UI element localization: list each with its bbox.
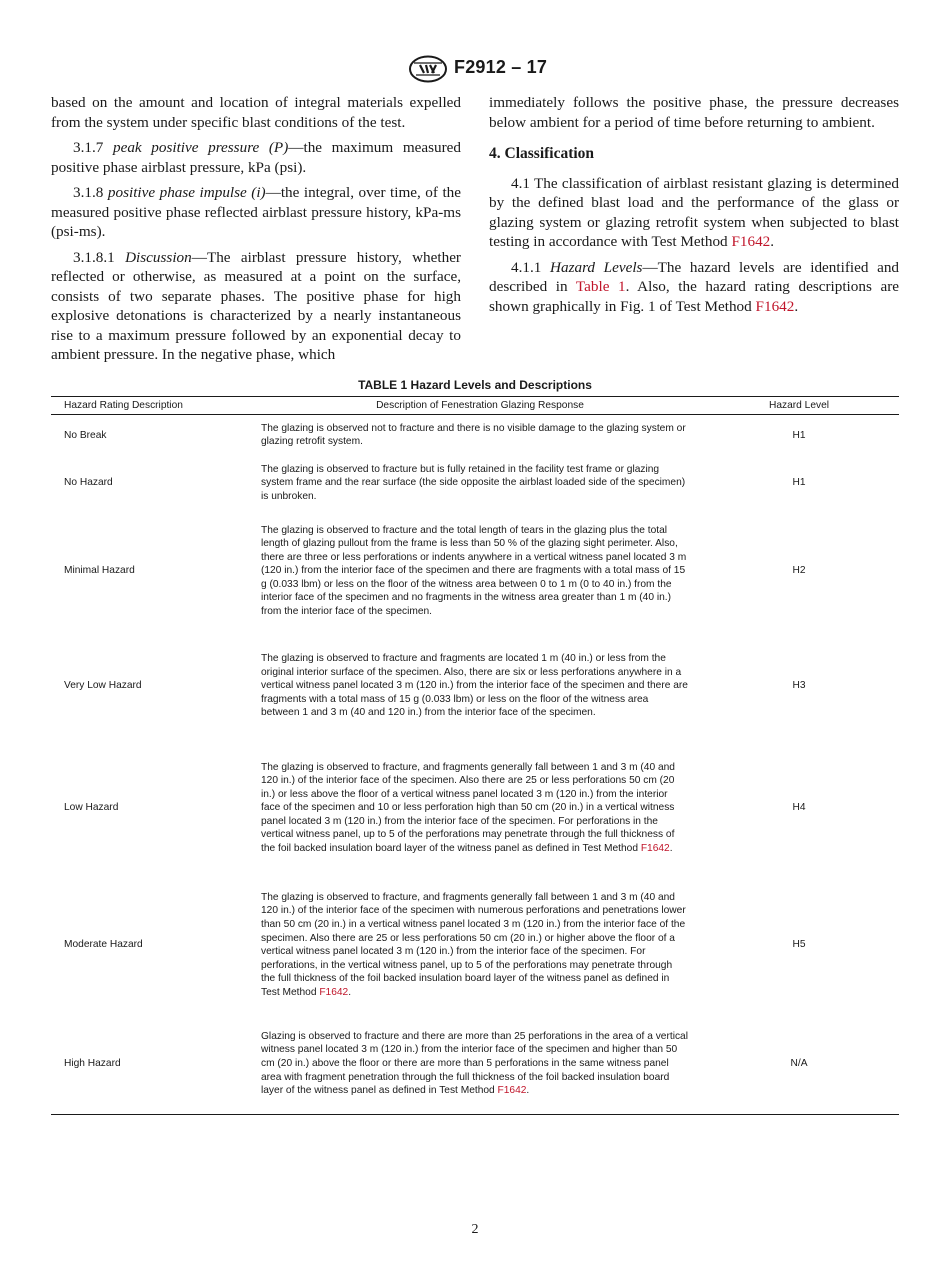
- definition-text: —the maximum measured positive phase airblast pressure, kPa (psi).: [51, 139, 462, 176]
- column-header-rating: Hazard Rating Description: [51, 397, 261, 415]
- level-cell: H1: [792, 429, 806, 441]
- description-cell: [261, 876, 699, 1014]
- continued-paragraph: [51, 93, 461, 132]
- section-number: 3.1.8: [73, 184, 104, 201]
- rating-cell: Low Hazard: [64, 802, 119, 814]
- defined-term: positive phase impulse (i): [107, 184, 266, 201]
- section-number: 3.1.8.1: [73, 248, 115, 266]
- astm-logo-icon: [408, 55, 448, 83]
- table-header-row: [51, 397, 899, 415]
- continued-paragraph: [489, 93, 899, 132]
- rating-cell: No Break: [64, 429, 107, 441]
- description-cell: [261, 632, 699, 740]
- rating-cell: No Hazard: [64, 477, 113, 489]
- link-f1642[interactable]: F1642: [640, 843, 670, 855]
- link-f1642[interactable]: F1642: [731, 233, 771, 250]
- link-table-1[interactable]: Table 1: [575, 278, 626, 295]
- level-cell: H4: [792, 802, 806, 814]
- description-cell: [261, 1014, 699, 1114]
- rating-cell: Minimal Hazard: [64, 565, 135, 577]
- paragraph-text: —The hazard levels are identified and described in: [489, 258, 900, 295]
- table-row: [51, 414, 899, 456]
- discussion-text: —The airblast pressure history, whether reflected or otherwise, as measured at a point on the surface, consists of two separate phases. The positive phase for high explosive detonations is characterized by a nearly instantaneous rise to a maximum pressure followed by an exponential decay to ambient pressure. In the negative phase, which: [51, 248, 461, 363]
- table-row: [51, 876, 899, 1014]
- level-cell: H2: [792, 565, 806, 577]
- level-cell: H1: [792, 477, 806, 489]
- description-text: The glazing is observed not to fracture and there is no visible damage to the glazing system or glazing retrofit system.: [261, 422, 686, 448]
- section-number: 4.1.1: [511, 258, 542, 276]
- punctuation: .: [526, 1085, 530, 1097]
- standard-designation: F2912 – 17: [454, 57, 548, 77]
- paragraph-text: 4.1 The classification of airblast resistant glazing is determined by the defined blast load and the performance of the glass or glazing system or glazing retrofit system when subjected to blast testing in accordance with Test Method: [489, 174, 899, 250]
- link-f1642[interactable]: F1642: [497, 1085, 527, 1097]
- paragraph-text: immediately follows the positive phase, the pressure decreases below ambient for a period of time before returning to ambient.: [489, 94, 899, 131]
- description-text: The glazing is observed to fracture, and fragments generally fall between 1 and 3 m (40 and 120 in.) of the interior face of the specimen. Also there are 25 or less perforations 50 cm (20 in.) or less above the floor of a vertical witness panel located 3 m (120 in.) from the interior face of the specimen and 10 or less perforation high than 50 cm (20 in.) in a vertical witness panel located 3 m (120 in.) from the interior face of the specimen. For perforations in the vertical witness panel, up to 5 of the perforations may penetrate through the full thickness of the foil backed insulation board layer of the witness panel as defined in Test Method: [261, 761, 675, 855]
- table-row: [51, 1014, 899, 1114]
- description-text: The glazing is observed to fracture, and fragments generally fall between 1 and 3 m (40 and 120 in.) of the interior face of the specimen with numerous perforations and penetrations lower than 50 cm (20 in.) in a vertical witness panel located 3 m (120 in.) from the interior face of the specimen. Also there are 25 or less perforations 50 cm (20 in.) or higher above the floor of a vertical witness panel located 3 m (120 in.) from the interior face of the specimen. For perforations, in the vertical witness panel, up to 5 of the perforations may penetrate through the full thickness of the foil backed insulation board layer of the witness panel as defined in Test Method: [261, 891, 686, 998]
- level-cell: H3: [792, 680, 806, 692]
- description-cell: [261, 414, 699, 456]
- description-text: The glazing is observed to fracture but is fully retained in the facility test frame or glazing system frame and the rear surface (the side opposite the airblast loaded side of the specimen) is unbroken.: [261, 463, 686, 502]
- level-cell: N/A: [699, 1014, 899, 1114]
- rating-cell: Moderate Hazard: [64, 939, 143, 951]
- right-column: [489, 93, 899, 322]
- punctuation: .: [348, 986, 352, 998]
- section-4-1-1: [489, 258, 899, 317]
- paragraph-text: based on the amount and location of integral materials expelled from the system under specific blast conditions of the test.: [51, 94, 461, 131]
- section-3-1-8: [51, 183, 461, 242]
- description-cell: [261, 740, 699, 876]
- left-column: [51, 93, 461, 371]
- column-header-level: Hazard Level: [699, 397, 899, 415]
- description-text: Glazing is observed to fracture and there are more than 25 perforations in the area of a vertical witness panel located 3 m (120 in.) from the interior face of the specimen and higher than 50 cm (20 in.) above the floor or there are more than 5 perforations in the same witness panel area with fragment penetration through the full thickness of the foil backed insulation board layer of the witness panel as defined in Test Method: [261, 1030, 688, 1097]
- hazard-levels-table: [51, 396, 899, 1115]
- paragraph-text: . Also, the hazard rating descriptions are shown graphically in Fig. 1 of Test Method: [489, 278, 900, 315]
- defined-term: peak positive pressure (P): [112, 139, 289, 156]
- table-row: [51, 510, 899, 632]
- table-row: [51, 456, 899, 510]
- rating-cell: High Hazard: [51, 1014, 261, 1114]
- description-cell: [261, 456, 699, 510]
- section-4-1: [489, 174, 899, 252]
- discussion-label: Discussion: [125, 248, 192, 266]
- punctuation: .: [770, 233, 775, 250]
- link-f1642[interactable]: F1642: [755, 297, 795, 315]
- section-number: 3.1.7: [73, 139, 104, 156]
- section-heading-classification: 4. Classification: [489, 145, 595, 162]
- defined-term: Hazard Levels: [550, 258, 643, 276]
- page-header: [0, 55, 950, 85]
- link-f1642[interactable]: F1642: [319, 986, 349, 998]
- section-3-1-8-1: [51, 248, 461, 365]
- punctuation: .: [669, 843, 673, 855]
- description-text: The glazing is observed to fracture and the total length of tears in the glazing plus the total length of glazing pullout from the frame is less than 50 % of the glazing sight perimeter. Also, there are three or less perforations or indents anywhere in a vertical witness panel located 3 m (120 in.) from the interior face of the specimen and there are fragments with a total mass of 15 g (0.033 lbm) or less on the floor of the witness area between 0 to 1 m (0 to 40 in.) from the interior face of the specimen and no fragments in the witness area greater than 1 m (40 in.) from the interior face of the specimen.: [261, 524, 687, 618]
- level-cell: H5: [792, 939, 806, 951]
- table-row: [51, 632, 899, 740]
- table-row: [51, 740, 899, 876]
- description-text: The glazing is observed to fracture and fragments are located 1 m (40 in.) or less from the original interior surface of the specimen. Also, there are six or less perforations anywhere in a vertical witness panel located 3 m (120 in.) from the interior face of the specimen and there are fragments with a total mass of 15 g (0.033 lbm) or less on the floor of the witness area between 1 and 3 m (40 and 120 in.) from the interior face of the specimen.: [261, 653, 688, 719]
- rating-cell: Very Low Hazard: [64, 680, 142, 692]
- definition-text: —the integral, over time, of the measured positive phase reflected airblast pressure history, kPa-ms (psi-ms).: [51, 184, 462, 240]
- section-3-1-7: [51, 138, 461, 177]
- column-header-description: Description of Fenestration Glazing Response: [261, 397, 699, 415]
- punctuation: .: [794, 297, 799, 315]
- description-cell: [261, 510, 699, 632]
- table-title: TABLE 1 Hazard Levels and Descriptions: [358, 378, 592, 392]
- page-number: 2: [471, 1222, 479, 1237]
